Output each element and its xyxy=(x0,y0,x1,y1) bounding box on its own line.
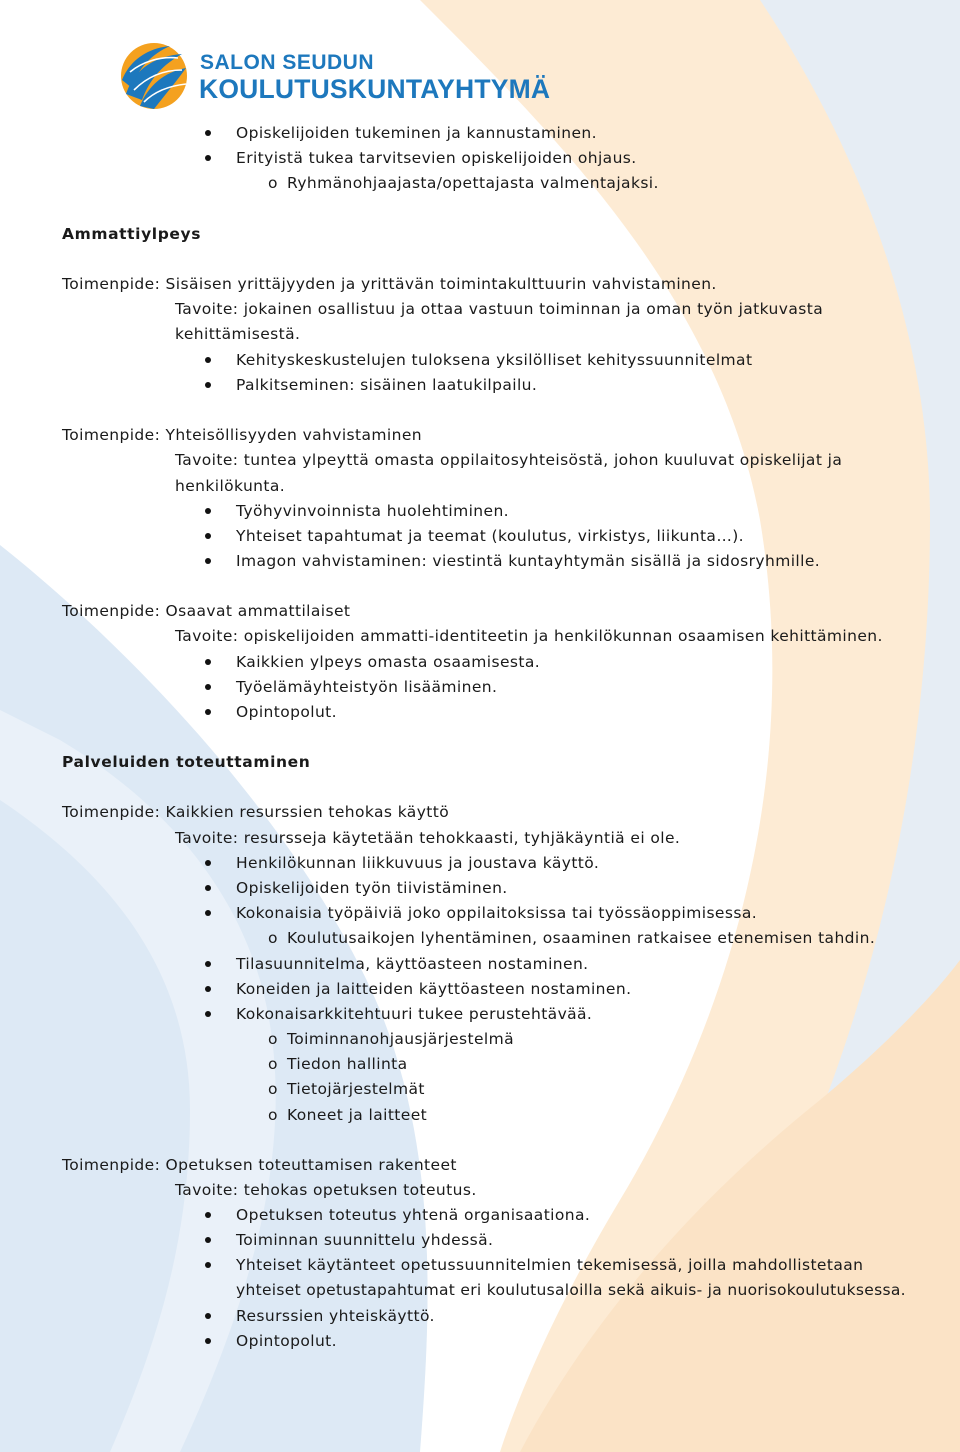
sub-list-item: Koulutusaikojen lyhentäminen, osaaminen ratkaisee etenemisen tahdin. xyxy=(287,929,876,947)
bullet-dot xyxy=(205,860,211,866)
list-item: Tilasuunnitelma, käyttöasteen nostaminen. xyxy=(236,955,589,973)
list-item: Resurssien yhteiskäyttö. xyxy=(236,1307,435,1325)
toimenpide-label: Toimenpide: Yhteisöllisyyden vahvistaminen xyxy=(62,426,423,444)
swirl-logo-icon xyxy=(120,42,188,110)
list-item: Koneiden ja laitteiden käyttöasteen nostaminen. xyxy=(236,980,632,998)
list-item: Henkilökunnan liikkuvuus ja joustava käyttö. xyxy=(236,854,600,872)
list-item: Kokonaisia työpäiviä joko oppilaitoksissa tai työssäoppimisessa. xyxy=(236,904,758,922)
list-item: Työhyvinvoinnista huolehtiminen. xyxy=(236,502,509,520)
bullet-dot xyxy=(205,155,211,161)
bullet-dot xyxy=(205,961,211,967)
list-item: Palkitseminen: sisäinen laatukilpailu. xyxy=(236,376,538,394)
toimenpide-label: Toimenpide: Sisäisen yrittäjyyden ja yrittävän toimintakulttuurin vahvistaminen. xyxy=(62,275,717,293)
list-item: Kokonaisarkkitehtuuri tukee perustehtävää. xyxy=(236,1005,593,1023)
bullet-dot xyxy=(205,1262,211,1268)
list-item: Opintopolut. xyxy=(236,703,337,721)
list-item: Yhteiset käytänteet opetussuunnitelmien tekemisessä, joilla mahdollistetaan xyxy=(236,1256,864,1274)
list-item: Opintopolut. xyxy=(236,1332,337,1350)
sub-list-item: Tietojärjestelmät xyxy=(287,1080,425,1098)
list-item: Imagon vahvistaminen: viestintä kuntayhtymän sisällä ja sidosryhmille. xyxy=(236,552,821,570)
tavoite-label-continued: kehittämisestä. xyxy=(175,325,301,343)
tavoite-label: Tavoite: resursseja käytetään tehokkaasti, tyhjäkäyntiä ei ole. xyxy=(175,829,681,847)
bullet-dot xyxy=(205,986,211,992)
list-item: Työelämäyhteistyön lisääminen. xyxy=(236,678,498,696)
tavoite-label: Tavoite: jokainen osallistuu ja ottaa vastuun toiminnan ja oman työn jatkuvasta xyxy=(175,300,824,318)
bullet-dot xyxy=(205,1011,211,1017)
list-item: Kaikkien ylpeys omasta osaamisesta. xyxy=(236,653,541,671)
bullet-dot xyxy=(205,1212,211,1218)
section-heading-palvelut: Palveluiden toteuttaminen xyxy=(62,753,311,771)
list-item: Opiskelijoiden tukeminen ja kannustaminen. xyxy=(236,124,597,142)
bullet-dot xyxy=(205,357,211,363)
bullet-dot xyxy=(205,558,211,564)
section-heading-ammattiylpeys: Ammattiylpeys xyxy=(62,225,202,243)
toimenpide-label: Toimenpide: Osaavat ammattilaiset xyxy=(62,602,351,620)
sub-list-item: Ryhmänohjaajasta/opettajasta valmentajaksi. xyxy=(287,174,659,192)
bullet-dot xyxy=(205,1313,211,1319)
tavoite-label-continued: henkilökunta. xyxy=(175,477,286,495)
bullet-dot xyxy=(205,684,211,690)
tavoite-label: Tavoite: tehokas opetuksen toteutus. xyxy=(175,1181,477,1199)
bullet-dot xyxy=(205,508,211,514)
bullet-dot xyxy=(205,533,211,539)
list-item: Opiskelijoiden työn tiivistäminen. xyxy=(236,879,508,897)
list-item: Kehityskeskustelujen tuloksena yksilölliset kehityssuunnitelmat xyxy=(236,351,753,369)
list-item-continued: yhteiset opetustapahtumat eri koulutusaloilla sekä aikuis- ja nuorisokoulutuksessa. xyxy=(236,1281,906,1299)
bullet-dot xyxy=(205,885,211,891)
sub-bullet-marker: o xyxy=(268,1080,278,1098)
list-item: Erityistä tukea tarvitsevien opiskelijoiden ohjaus. xyxy=(236,149,637,167)
list-item: Opetuksen toteutus yhtenä organisaationa. xyxy=(236,1206,591,1224)
list-item: Yhteiset tapahtumat ja teemat (koulutus, virkistys, liikunta…). xyxy=(236,527,744,545)
tavoite-label: Tavoite: tuntea ylpeyttä omasta oppilaitosyhteisöstä, johon kuuluvat opiskelijat ja xyxy=(175,451,843,469)
bullet-dot xyxy=(205,709,211,715)
sub-list-item: Toiminnanohjausjärjestelmä xyxy=(287,1030,515,1048)
tavoite-label: Tavoite: opiskelijoiden ammatti-identiteetin ja henkilökunnan osaamisen kehittäminen. xyxy=(175,627,883,645)
bullet-dot xyxy=(205,130,211,136)
bullet-dot xyxy=(205,910,211,916)
sub-list-item: Tiedon hallinta xyxy=(287,1055,408,1073)
sub-bullet-marker: o xyxy=(268,1106,278,1124)
bullet-dot xyxy=(205,1338,211,1344)
logo-text-line2: KOULUTUSKUNTAYHTYMÄ xyxy=(199,74,551,104)
sub-bullet-marker: o xyxy=(268,1055,278,1073)
sub-bullet-marker: o xyxy=(268,1030,278,1048)
logo-text-line1: SALON SEUDUN xyxy=(200,51,375,74)
sub-list-item: Koneet ja laitteet xyxy=(287,1106,428,1124)
bullet-dot xyxy=(205,1237,211,1243)
sub-bullet-marker: o xyxy=(268,929,278,947)
list-item: Toiminnan suunnittelu yhdessä. xyxy=(236,1231,494,1249)
bullet-dot xyxy=(205,382,211,388)
bullet-dot xyxy=(205,659,211,665)
toimenpide-label: Toimenpide: Kaikkien resurssien tehokas käyttö xyxy=(62,803,450,821)
sub-bullet-marker: o xyxy=(268,174,278,192)
toimenpide-label: Toimenpide: Opetuksen toteuttamisen rakenteet xyxy=(62,1156,457,1174)
